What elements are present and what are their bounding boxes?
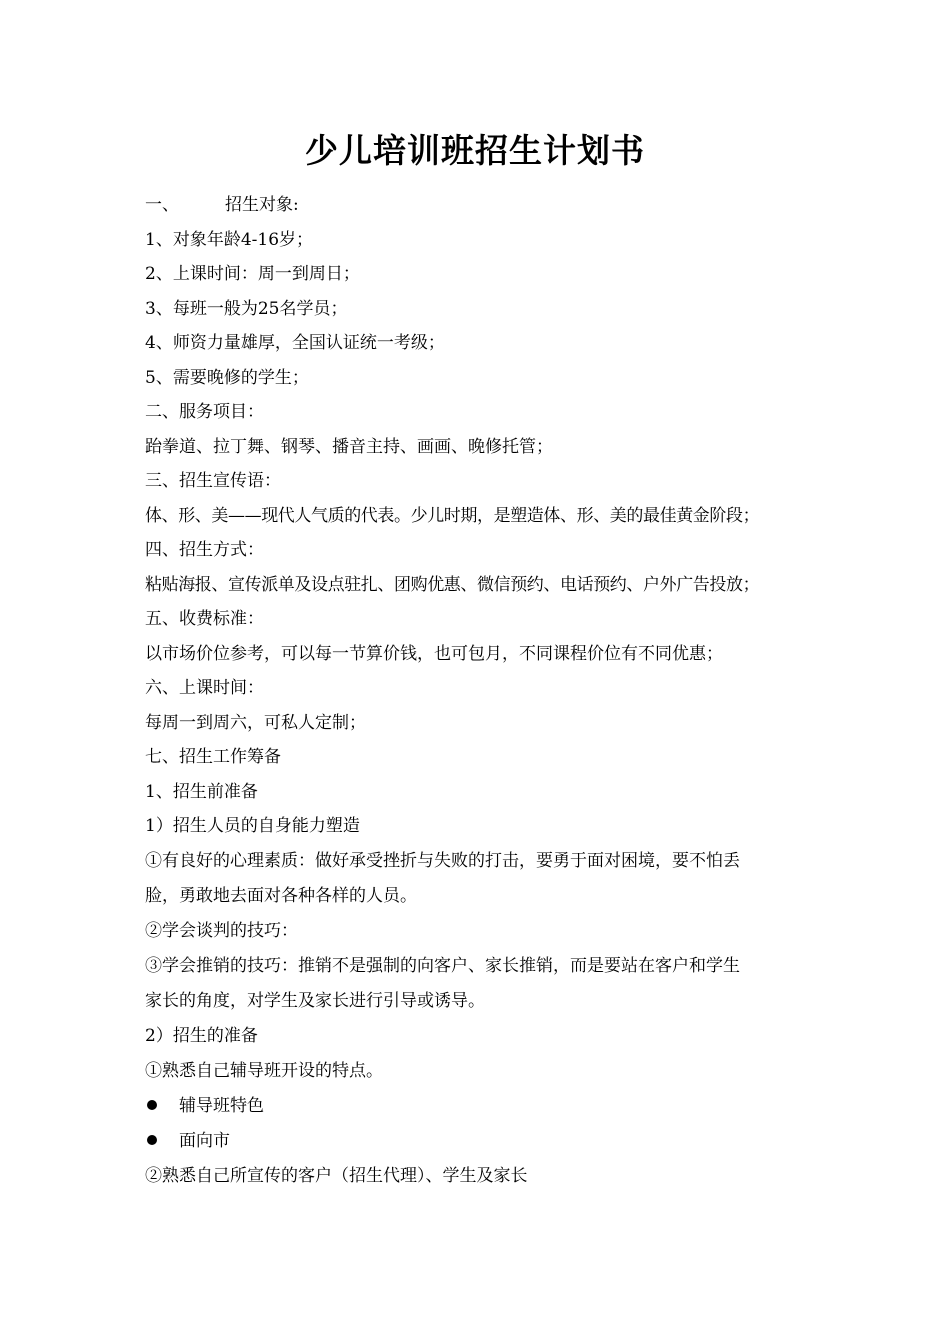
paragraph-line: 5、需要晚修的学生； bbox=[145, 368, 309, 388]
paragraph-line: ①有良好的心理素质：做好承受挫折与失败的打击，要勇于面对困境，要不怕丢 bbox=[145, 851, 740, 871]
paragraph-line: 每周一到周六，可私人定制； bbox=[145, 713, 366, 733]
section-heading: 四、招生方式： bbox=[145, 540, 264, 560]
paragraph-line: ②熟悉自己所宣传的客户（招生代理）、学生及家长 bbox=[145, 1166, 528, 1186]
section-heading: 七、招生工作筹备 bbox=[145, 747, 281, 767]
paragraph-line: 家长的角度，对学生及家长进行引导或诱导。 bbox=[145, 991, 485, 1011]
paragraph-line: ③学会推销的技巧：推销不是强制的向客户、家长推销，而是要站在客户和学生 bbox=[145, 956, 740, 976]
bullet-item bbox=[145, 1093, 825, 1119]
section-label: 招生对象: bbox=[225, 195, 299, 215]
section-heading: 二、服务项目： bbox=[145, 402, 264, 422]
subsection-heading: 2）招生的准备 bbox=[145, 1026, 258, 1046]
document-title: 少儿培训班招生计划书 bbox=[305, 131, 645, 170]
bullet-item bbox=[145, 1128, 825, 1154]
bullet-text: 辅导班特色 bbox=[179, 1096, 264, 1116]
paragraph-line: 3、每班一般为25名学员； bbox=[145, 299, 348, 319]
paragraph-line: 1、对象年龄4-16岁； bbox=[145, 230, 314, 250]
paragraph-line: 2、上课时间：周一到周日； bbox=[145, 264, 360, 284]
subsection-heading: 1、招生前准备 bbox=[145, 782, 258, 802]
paragraph-line: 脸，勇敢地去面对各种各样的人员。 bbox=[145, 886, 417, 906]
section-number: 一、 bbox=[145, 195, 179, 215]
paragraph-line: 粘贴海报、宣传派单及设点驻扎、团购优惠、微信预约、电话预约、户外广告投放； bbox=[145, 575, 760, 595]
paragraph-line: 以市场价位参考，可以每一节算价钱，也可包月，不同课程价位有不同优惠； bbox=[145, 644, 723, 664]
paragraph-line: 跆拳道、拉丁舞、钢琴、播音主持、画画、晚修托管； bbox=[145, 437, 553, 457]
paragraph-line: ②学会谈判的技巧： bbox=[145, 921, 298, 941]
paragraph-line: 体、形、美——现代人气质的代表。少儿时期，是塑造体、形、美的最佳黄金阶段； bbox=[145, 506, 760, 526]
bullet-icon bbox=[147, 1135, 157, 1145]
subsection-heading: 1）招生人员的自身能力塑造 bbox=[145, 816, 360, 836]
paragraph-line: 4、师资力量雄厚，全国认证统一考级； bbox=[145, 333, 445, 353]
bullet-text: 面向市 bbox=[179, 1131, 230, 1151]
bullet-icon bbox=[147, 1100, 157, 1110]
section-heading: 五、收费标准： bbox=[145, 609, 264, 629]
paragraph-line: ①熟悉自己辅导班开设的特点。 bbox=[145, 1061, 383, 1081]
section-heading: 六、上课时间： bbox=[145, 678, 264, 698]
section-heading: 三、招生宣传语： bbox=[145, 471, 281, 491]
section-heading-recruit-target bbox=[145, 192, 825, 218]
